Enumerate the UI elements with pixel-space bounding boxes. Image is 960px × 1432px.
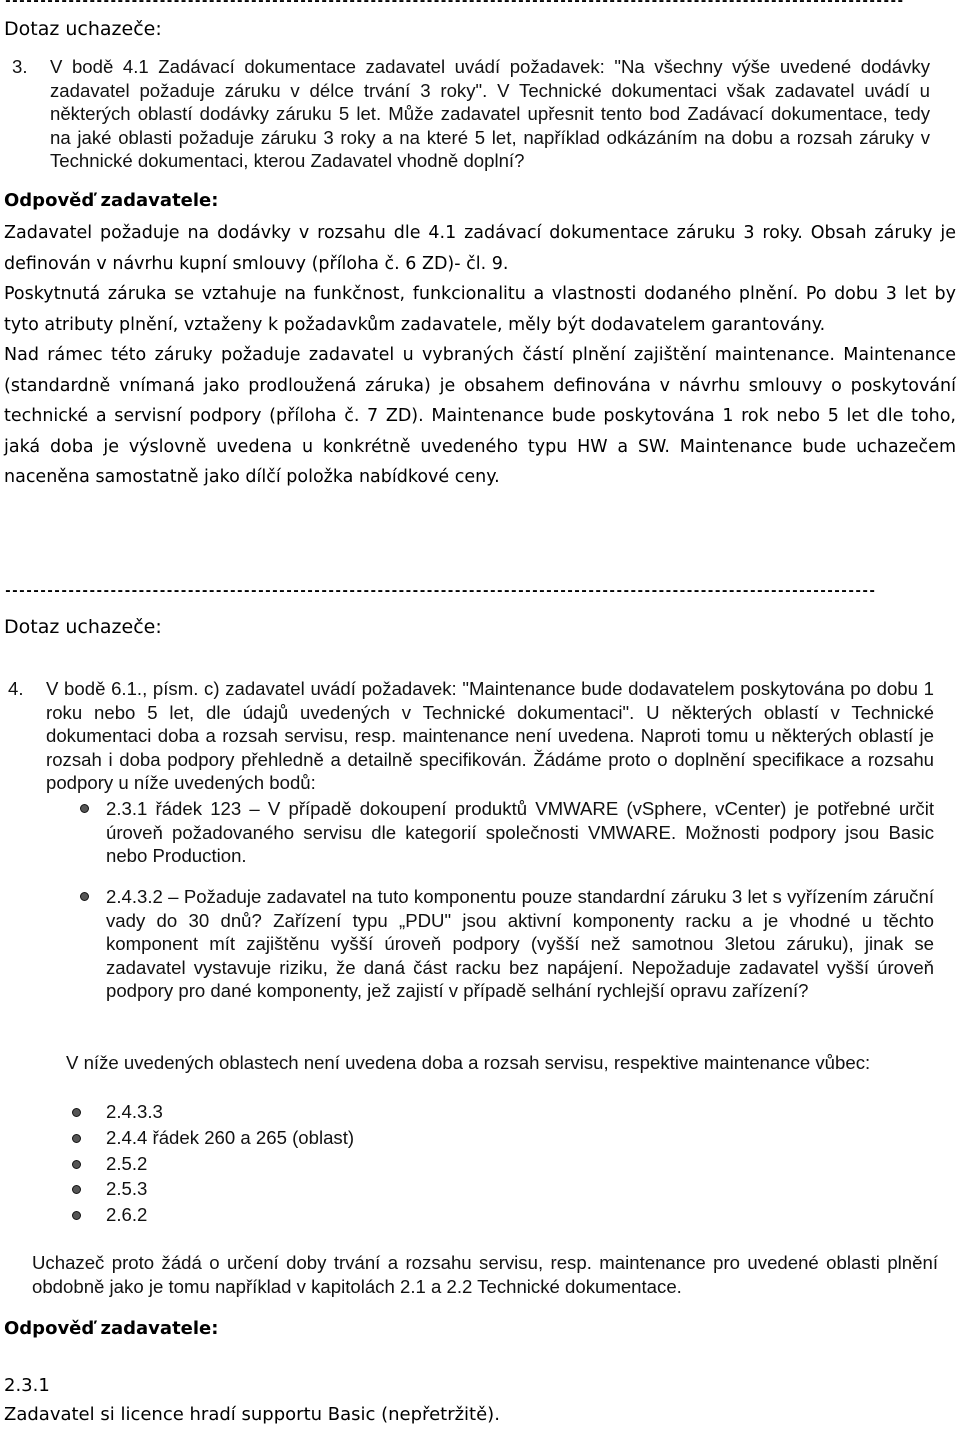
bullet-icon [72,1185,81,1194]
answer-3-paragraph: Zadavatel požaduje na dodávky v rozsahu dle 4.1 zadávací dokumentace záruku 3 roky. Obsah záruky je definován v návrhu kupní smlouvy (příloha č. 6 ZD)- čl. 9. [4,223,956,274]
answer-3-paragraph: Nad rámec této záruky požaduje zadavatel u vybraných částí plnění zajištění maintenance. Maintenance (standardně vnímaná jako prodloužená záruka) je obsahem definována v návrhu smlouvy o poskytování technické a servisní podpory (příloha č. 7 ZD). Maintenance bude poskytována 1 rok nebo 5 let dle toho, jaká doba je výslovně uvedena u konkrétně uvedeného typu HW a SW. Maintenance bude uchazečem naceněna samostatně jako dílčí položka nabídkové ceny. [4,345,956,487]
question-3-block [12,55,932,175]
list-item [106,1151,606,1177]
question-4-missing-list [106,1099,606,1228]
list-item [106,885,934,1003]
list-item [106,1176,606,1202]
question-4-detail-list [106,797,934,1003]
question-4-number: 4. [8,678,24,699]
question-3-heading: Dotaz uchazeče: [4,18,162,40]
list-item-text: 2.5.3 [106,1178,148,1200]
answer-3-paragraph: Poskytnutá záruka se vztahuje na funkčnost, funkcionalitu a vlastnosti dodaného plnění. Po dobu 3 let by tyto atributy plnění, vztaženy k požadavkům zadavatele, měly být dodavatelem garantovány. [4,284,956,335]
bullet-icon [72,1134,81,1143]
separator-line: ---------------------------------------------------------------------------------------------------------------------------- [4,584,876,599]
list-item [106,1125,606,1151]
list-item [106,797,934,885]
answer-4-section: 2.3.1 [4,1375,50,1396]
bullet-icon [80,892,89,901]
question-4-heading: Dotaz uchazeče: [4,616,162,638]
bullet-icon [72,1108,81,1117]
separator-line: -------------------------------------------------------------------------------------------------------------------------------- [4,0,904,9]
question-4-closing: Uchazeč proto žádá o určení doby trvání a rozsahu servisu, resp. maintenance pro uvedené oblasti plnění obdobně jako je tomu například v kapitolách 2.1 a 2.2 Technické dokumentace. [32,1252,938,1297]
list-item-text: 2.6.2 [106,1204,148,1226]
answer-3-heading: Odpověď zadavatele: [4,190,219,211]
list-item-text: 2.5.2 [106,1152,148,1174]
bullet-icon [72,1211,81,1220]
list-item-text: 2.4.4 řádek 260 a 265 (oblast) [106,1126,355,1148]
question-4-intro: V bodě 6.1., písm. c) zadavatel uvádí požadavek: "Maintenance bude dodavatelem poskytována po dobu 1 roku nebo 5 let, dle údajů uvedených v Technické dokumentaci". U některých oblastí v Technické dokumentaci doba a rozsah servisu, resp. maintenance není uvedena. Naproti tomu u některých oblastí je rozsah i doba podpory přehledně a detailně specifikován. Žádáme proto o doplnění specifikace a rozsahu podpory u níže uvedených bodů: [46,678,934,793]
question-4-missing-intro: V níže uvedených oblastech není uvedena doba a rozsah servisu, respektive maintenance vůbec: [66,1052,871,1073]
list-item-text: 2.4.3.2 – Požaduje zadavatel na tuto komponentu pouze standardní záruku 3 let s vyřízením záruční vady do 30 dnů? Zařízení typu „PDU" jsou aktivní komponenty racku a je vhodné u těchto komponent mít zajištěnu vyšší úroveň podpory (vyšší než samotnou 3letou záruku), jinak se zadavatel vystavuje riziku, že daná část racku bez napájení. Nepožaduje zadavatel vyšší úroveň podpory pro dané komponenty, jež zajistí v případě selhání rychlejší opravu zařízení? [106,886,934,1001]
list-item-text: 2.3.1 řádek 123 – V případě dokoupení produktů VMWARE (vSphere, vCenter) je potřebné určit úroveň požadovaného servisu dle kategorií společnosti VMWARE. Možnosti podpory jsou Basic nebo Production. [106,798,934,866]
list-item-text: 2.4.3.3 [106,1101,163,1122]
question-4-block [8,677,943,1307]
bullet-icon [80,804,89,813]
list-item [106,1099,606,1125]
answer-4-heading: Odpověď zadavatele: [4,1318,219,1339]
list-item [106,1202,606,1228]
answer-4-text: Zadavatel si licence hradí supportu Basic (nepřetržitě). [4,1404,500,1425]
question-3-text: V bodě 4.1 Zadávací dokumentace zadavatel uvádí požadavek: "Na všechny výše uvedené dodávky zadavatel požaduje záruku v délce trvání 3 roky". V Technické dokumentaci však zadavatel uvádí u některých oblastí dodávky záruku 5 let. Může zadavatel upřesnit tento bod Zadávací dokumentace, tedy na jaké oblasti požaduje záruku 3 roky a na které 5 let, například odkázáním na dobu a rozsah záruky v Technické dokumentaci, kterou Zadavatel vhodně doplní? [50,56,930,171]
bullet-icon [72,1160,81,1169]
question-3-number: 3. [12,56,28,77]
answer-3-body [4,218,956,493]
